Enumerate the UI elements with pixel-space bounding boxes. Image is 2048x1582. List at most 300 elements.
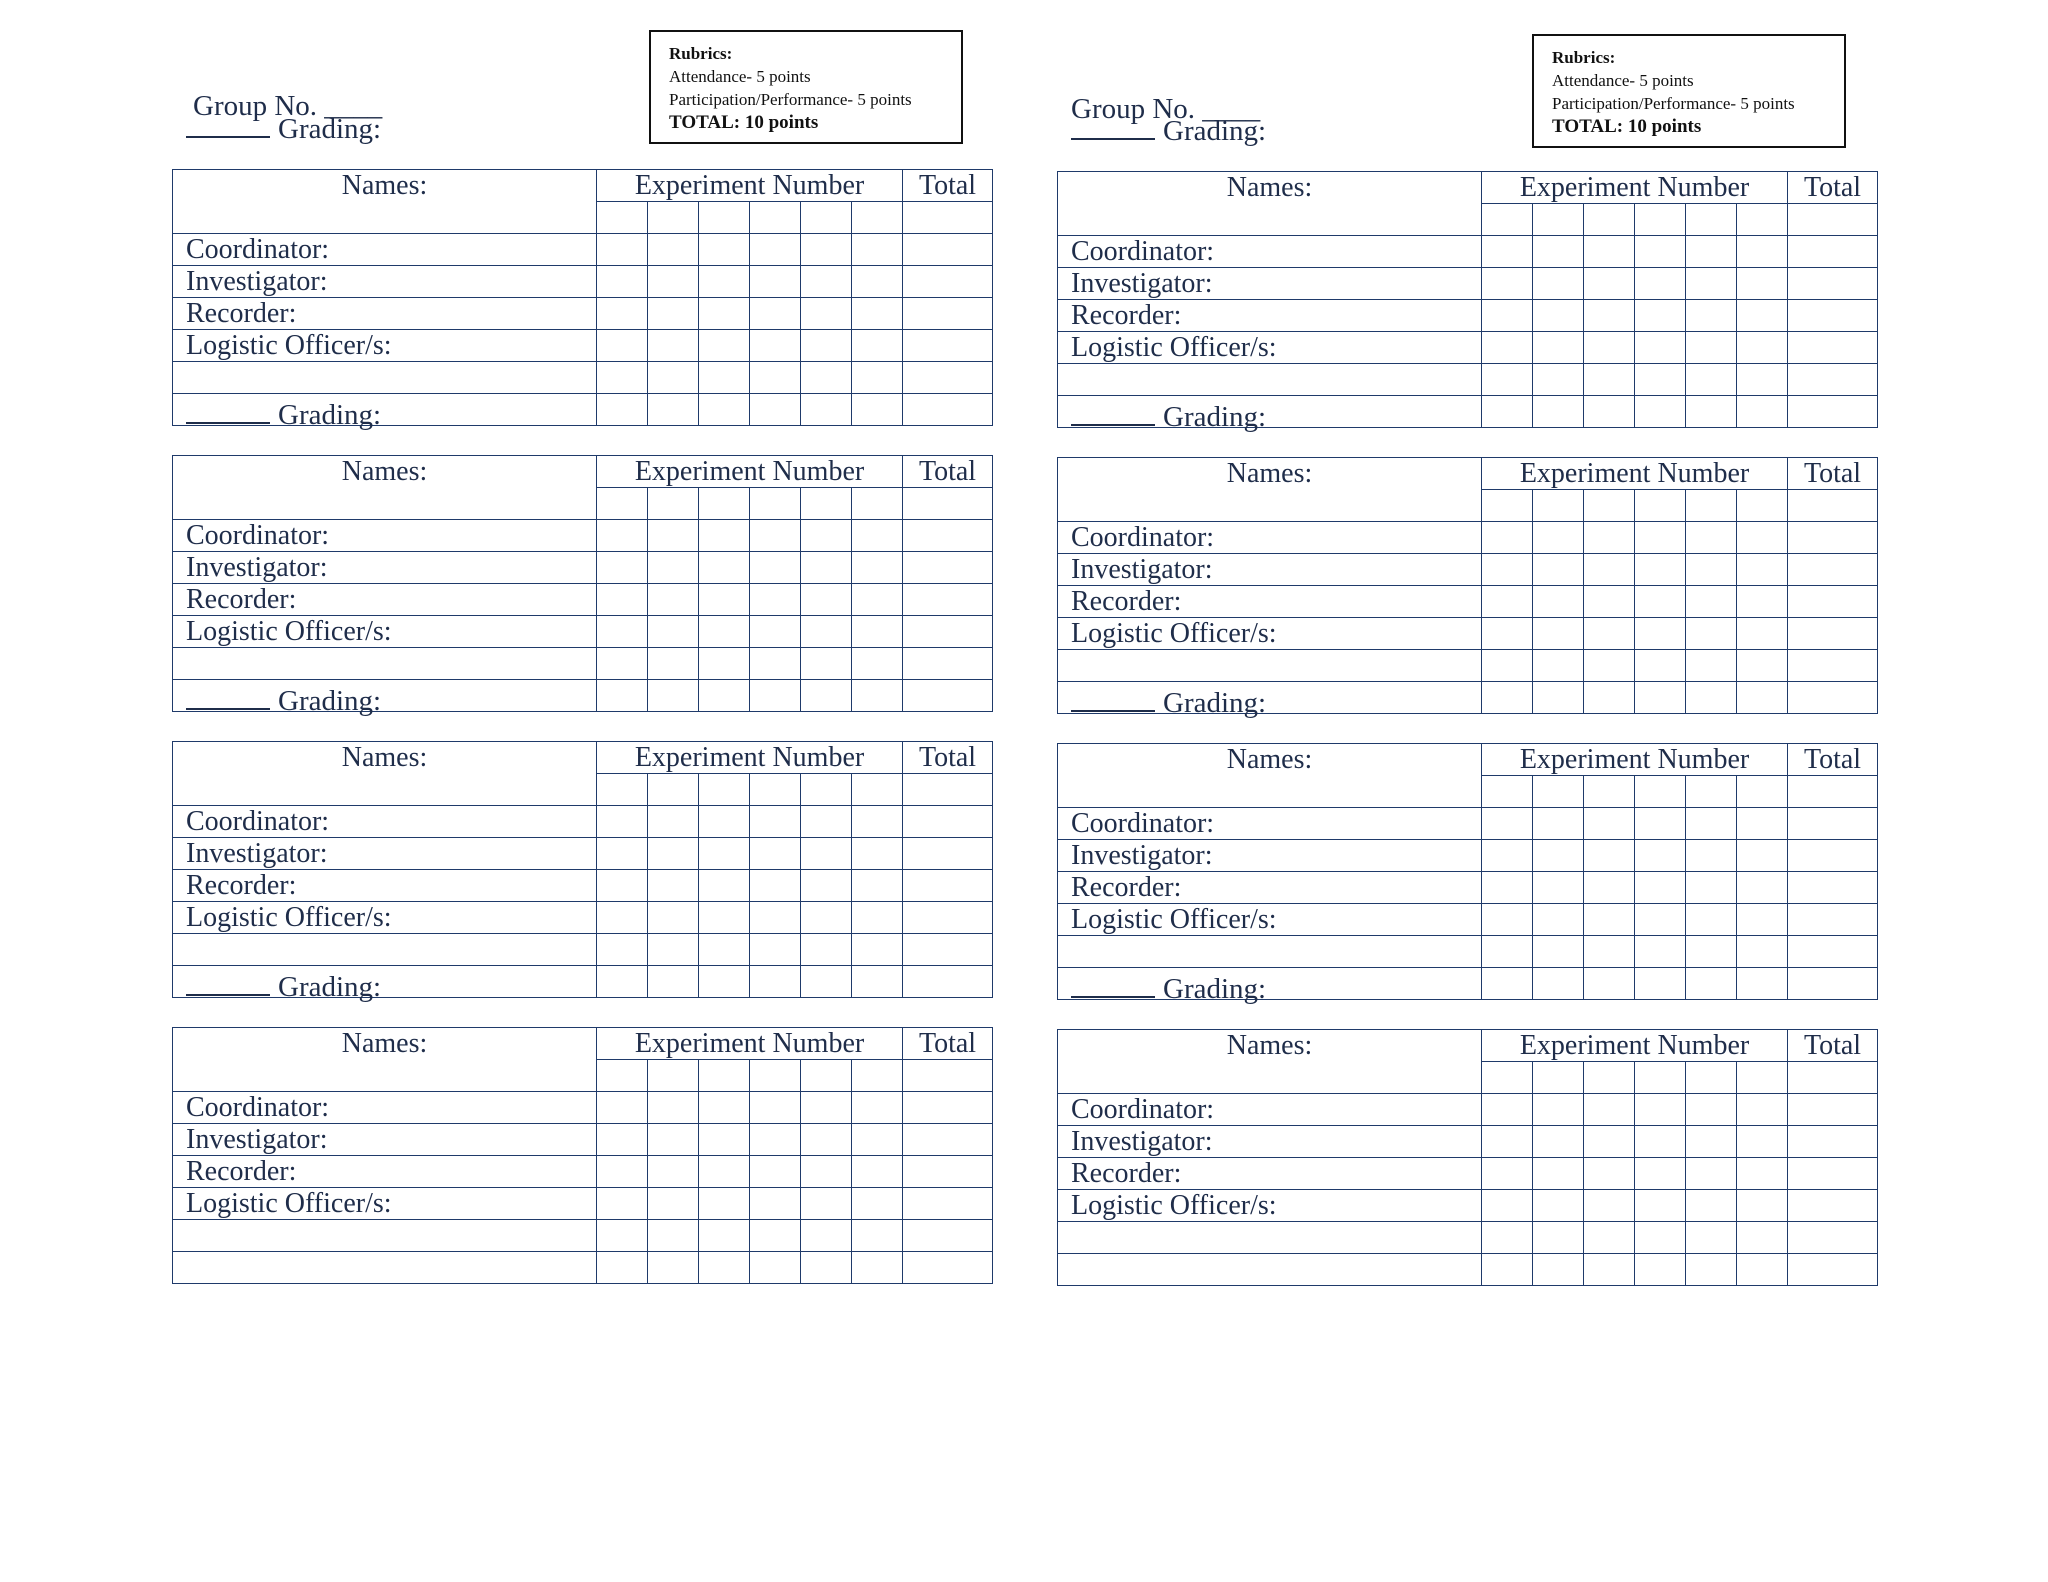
role-name-cell[interactable]: Logistic Officer/s: xyxy=(1058,332,1482,364)
score-cell[interactable] xyxy=(1482,904,1533,936)
score-cell[interactable] xyxy=(1737,300,1788,332)
total-score-cell[interactable] xyxy=(903,680,993,712)
score-cell[interactable] xyxy=(1584,554,1635,586)
score-cell[interactable] xyxy=(699,838,750,870)
score-cell[interactable] xyxy=(750,1124,801,1156)
role-name-cell[interactable]: Logistic Officer/s: xyxy=(173,616,597,648)
experiment-number-cell[interactable] xyxy=(750,202,801,234)
total-score-cell[interactable] xyxy=(1788,1190,1878,1222)
score-cell[interactable] xyxy=(801,870,852,902)
score-cell[interactable] xyxy=(597,1252,648,1284)
experiment-number-cell[interactable] xyxy=(801,202,852,234)
experiment-number-cell[interactable] xyxy=(1533,490,1584,522)
role-name-cell[interactable] xyxy=(1058,936,1482,968)
score-cell[interactable] xyxy=(1686,904,1737,936)
score-cell[interactable] xyxy=(1584,618,1635,650)
total-score-cell[interactable] xyxy=(903,520,993,552)
total-score-cell[interactable] xyxy=(1788,236,1878,268)
score-cell[interactable] xyxy=(1686,808,1737,840)
score-cell[interactable] xyxy=(801,1092,852,1124)
score-cell[interactable] xyxy=(597,870,648,902)
score-cell[interactable] xyxy=(1584,872,1635,904)
total-score-cell[interactable] xyxy=(903,266,993,298)
experiment-number-cell[interactable] xyxy=(699,774,750,806)
total-score-cell[interactable] xyxy=(903,234,993,266)
role-name-cell[interactable]: Logistic Officer/s: xyxy=(173,1188,597,1220)
score-cell[interactable] xyxy=(1533,936,1584,968)
total-score-cell[interactable] xyxy=(903,298,993,330)
role-name-cell[interactable]: Recorder: xyxy=(1058,586,1482,618)
total-score-cell[interactable] xyxy=(903,330,993,362)
score-cell[interactable] xyxy=(750,266,801,298)
score-cell[interactable] xyxy=(1686,1094,1737,1126)
experiment-number-cell[interactable] xyxy=(750,488,801,520)
score-cell[interactable] xyxy=(1635,268,1686,300)
grading-blank[interactable] xyxy=(1071,114,1155,140)
total-score-cell[interactable] xyxy=(903,870,993,902)
score-cell[interactable] xyxy=(1737,554,1788,586)
score-cell[interactable] xyxy=(1584,268,1635,300)
score-cell[interactable] xyxy=(1737,268,1788,300)
total-score-cell[interactable] xyxy=(1788,1094,1878,1126)
score-cell[interactable] xyxy=(801,298,852,330)
score-cell[interactable] xyxy=(1635,872,1686,904)
score-cell[interactable] xyxy=(597,298,648,330)
experiment-number-cell[interactable] xyxy=(1482,776,1533,808)
score-cell[interactable] xyxy=(1635,236,1686,268)
score-cell[interactable] xyxy=(699,552,750,584)
score-cell[interactable] xyxy=(852,870,903,902)
score-cell[interactable] xyxy=(699,394,750,426)
score-cell[interactable] xyxy=(597,902,648,934)
total-score-cell[interactable] xyxy=(1788,364,1878,396)
score-cell[interactable] xyxy=(648,394,699,426)
score-cell[interactable] xyxy=(1584,1094,1635,1126)
score-cell[interactable] xyxy=(1635,364,1686,396)
role-name-cell[interactable]: Coordinator: xyxy=(1058,1094,1482,1126)
score-cell[interactable] xyxy=(750,330,801,362)
grading-blank[interactable] xyxy=(186,684,270,710)
experiment-number-cell[interactable] xyxy=(1482,204,1533,236)
score-cell[interactable] xyxy=(597,1220,648,1252)
score-cell[interactable] xyxy=(1584,1190,1635,1222)
score-cell[interactable] xyxy=(1635,522,1686,554)
score-cell[interactable] xyxy=(699,234,750,266)
score-cell[interactable] xyxy=(852,266,903,298)
score-cell[interactable] xyxy=(801,616,852,648)
total-score-cell[interactable] xyxy=(1788,682,1878,714)
score-cell[interactable] xyxy=(699,1124,750,1156)
score-cell[interactable] xyxy=(597,552,648,584)
score-cell[interactable] xyxy=(648,870,699,902)
score-cell[interactable] xyxy=(852,838,903,870)
experiment-number-cell[interactable] xyxy=(1533,776,1584,808)
score-cell[interactable] xyxy=(852,648,903,680)
score-cell[interactable] xyxy=(648,1252,699,1284)
role-name-cell[interactable]: Recorder: xyxy=(1058,872,1482,904)
experiment-number-cell[interactable] xyxy=(648,774,699,806)
score-cell[interactable] xyxy=(1533,268,1584,300)
score-cell[interactable] xyxy=(852,552,903,584)
total-score-cell[interactable] xyxy=(903,1252,993,1284)
role-name-cell[interactable] xyxy=(173,1252,597,1284)
score-cell[interactable] xyxy=(1686,1158,1737,1190)
total-score-cell[interactable] xyxy=(903,966,993,998)
experiment-number-cell[interactable] xyxy=(852,774,903,806)
score-cell[interactable] xyxy=(1533,1190,1584,1222)
role-name-cell[interactable]: Recorder: xyxy=(173,298,597,330)
experiment-number-cell[interactable] xyxy=(852,488,903,520)
total-score-cell[interactable] xyxy=(1788,840,1878,872)
score-cell[interactable] xyxy=(1584,522,1635,554)
score-cell[interactable] xyxy=(1737,650,1788,682)
score-cell[interactable] xyxy=(1533,522,1584,554)
score-cell[interactable] xyxy=(699,1188,750,1220)
score-cell[interactable] xyxy=(750,616,801,648)
total-score-cell[interactable] xyxy=(903,362,993,394)
score-cell[interactable] xyxy=(648,362,699,394)
score-cell[interactable] xyxy=(1533,364,1584,396)
experiment-number-cell[interactable] xyxy=(1635,204,1686,236)
score-cell[interactable] xyxy=(1584,586,1635,618)
score-cell[interactable] xyxy=(1686,586,1737,618)
score-cell[interactable] xyxy=(1482,268,1533,300)
total-score-cell[interactable] xyxy=(1788,808,1878,840)
role-name-cell[interactable]: Logistic Officer/s: xyxy=(173,902,597,934)
score-cell[interactable] xyxy=(699,520,750,552)
experiment-number-cell[interactable] xyxy=(648,1060,699,1092)
score-cell[interactable] xyxy=(597,1156,648,1188)
score-cell[interactable] xyxy=(1686,840,1737,872)
score-cell[interactable] xyxy=(1584,968,1635,1000)
score-cell[interactable] xyxy=(1737,682,1788,714)
role-name-cell[interactable]: Investigator: xyxy=(173,1124,597,1156)
score-cell[interactable] xyxy=(801,362,852,394)
score-cell[interactable] xyxy=(1635,968,1686,1000)
score-cell[interactable] xyxy=(648,298,699,330)
total-score-cell[interactable] xyxy=(903,902,993,934)
role-name-cell[interactable]: Investigator: xyxy=(1058,1126,1482,1158)
score-cell[interactable] xyxy=(648,552,699,584)
score-cell[interactable] xyxy=(648,1124,699,1156)
score-cell[interactable] xyxy=(648,1188,699,1220)
score-cell[interactable] xyxy=(1533,1094,1584,1126)
score-cell[interactable] xyxy=(699,902,750,934)
score-cell[interactable] xyxy=(1533,904,1584,936)
score-cell[interactable] xyxy=(597,934,648,966)
experiment-number-cell[interactable] xyxy=(699,488,750,520)
experiment-number-cell[interactable] xyxy=(801,1060,852,1092)
role-name-cell[interactable] xyxy=(173,362,597,394)
role-name-cell[interactable]: Investigator: xyxy=(1058,554,1482,586)
role-name-cell[interactable]: Coordinator: xyxy=(173,1092,597,1124)
score-cell[interactable] xyxy=(1533,1222,1584,1254)
score-cell[interactable] xyxy=(852,902,903,934)
score-cell[interactable] xyxy=(1533,872,1584,904)
score-cell[interactable] xyxy=(801,806,852,838)
total-score-cell[interactable] xyxy=(1788,332,1878,364)
total-score-cell[interactable] xyxy=(1788,872,1878,904)
score-cell[interactable] xyxy=(750,1156,801,1188)
total-score-cell[interactable] xyxy=(903,552,993,584)
score-cell[interactable] xyxy=(1482,554,1533,586)
score-cell[interactable] xyxy=(1584,364,1635,396)
score-cell[interactable] xyxy=(1482,332,1533,364)
score-cell[interactable] xyxy=(1584,904,1635,936)
score-cell[interactable] xyxy=(1737,332,1788,364)
score-cell[interactable] xyxy=(1737,1126,1788,1158)
score-cell[interactable] xyxy=(750,870,801,902)
role-name-cell[interactable]: Investigator: xyxy=(1058,268,1482,300)
score-cell[interactable] xyxy=(1635,1126,1686,1158)
score-cell[interactable] xyxy=(750,1188,801,1220)
total-score-cell[interactable] xyxy=(903,616,993,648)
score-cell[interactable] xyxy=(852,1124,903,1156)
score-cell[interactable] xyxy=(750,648,801,680)
experiment-number-cell[interactable] xyxy=(699,1060,750,1092)
score-cell[interactable] xyxy=(1635,618,1686,650)
score-cell[interactable] xyxy=(801,1124,852,1156)
score-cell[interactable] xyxy=(801,520,852,552)
experiment-number-cell[interactable] xyxy=(801,774,852,806)
score-cell[interactable] xyxy=(801,1156,852,1188)
score-cell[interactable] xyxy=(801,234,852,266)
score-cell[interactable] xyxy=(1686,650,1737,682)
score-cell[interactable] xyxy=(699,1092,750,1124)
score-cell[interactable] xyxy=(1533,396,1584,428)
score-cell[interactable] xyxy=(1584,396,1635,428)
experiment-number-cell[interactable] xyxy=(1482,490,1533,522)
role-name-cell[interactable] xyxy=(173,1220,597,1252)
score-cell[interactable] xyxy=(1482,1094,1533,1126)
score-cell[interactable] xyxy=(801,966,852,998)
total-subheader-cell[interactable] xyxy=(903,488,993,520)
grading-blank[interactable] xyxy=(186,398,270,424)
score-cell[interactable] xyxy=(852,806,903,838)
score-cell[interactable] xyxy=(1482,968,1533,1000)
score-cell[interactable] xyxy=(1533,1254,1584,1286)
score-cell[interactable] xyxy=(648,680,699,712)
score-cell[interactable] xyxy=(1737,968,1788,1000)
grading-blank[interactable] xyxy=(186,112,270,138)
score-cell[interactable] xyxy=(597,584,648,616)
score-cell[interactable] xyxy=(1584,1158,1635,1190)
score-cell[interactable] xyxy=(1635,1254,1686,1286)
score-cell[interactable] xyxy=(852,234,903,266)
role-name-cell[interactable]: Coordinator: xyxy=(173,806,597,838)
score-cell[interactable] xyxy=(1686,364,1737,396)
experiment-number-cell[interactable] xyxy=(597,1060,648,1092)
score-cell[interactable] xyxy=(597,330,648,362)
score-cell[interactable] xyxy=(1686,618,1737,650)
score-cell[interactable] xyxy=(597,266,648,298)
score-cell[interactable] xyxy=(1686,268,1737,300)
score-cell[interactable] xyxy=(699,1220,750,1252)
score-cell[interactable] xyxy=(750,934,801,966)
role-name-cell[interactable]: Logistic Officer/s: xyxy=(1058,1190,1482,1222)
role-name-cell[interactable]: Investigator: xyxy=(1058,840,1482,872)
score-cell[interactable] xyxy=(1686,522,1737,554)
score-cell[interactable] xyxy=(648,934,699,966)
score-cell[interactable] xyxy=(852,584,903,616)
total-score-cell[interactable] xyxy=(1788,1158,1878,1190)
score-cell[interactable] xyxy=(1686,396,1737,428)
score-cell[interactable] xyxy=(1482,840,1533,872)
score-cell[interactable] xyxy=(597,234,648,266)
score-cell[interactable] xyxy=(852,934,903,966)
experiment-number-cell[interactable] xyxy=(852,1060,903,1092)
role-name-cell[interactable]: Investigator: xyxy=(173,266,597,298)
score-cell[interactable] xyxy=(1635,1190,1686,1222)
experiment-number-cell[interactable] xyxy=(1686,204,1737,236)
experiment-number-cell[interactable] xyxy=(852,202,903,234)
score-cell[interactable] xyxy=(852,1188,903,1220)
total-score-cell[interactable] xyxy=(1788,300,1878,332)
score-cell[interactable] xyxy=(699,1156,750,1188)
score-cell[interactable] xyxy=(648,648,699,680)
score-cell[interactable] xyxy=(699,362,750,394)
score-cell[interactable] xyxy=(1686,1126,1737,1158)
score-cell[interactable] xyxy=(1482,1158,1533,1190)
experiment-number-cell[interactable] xyxy=(750,774,801,806)
score-cell[interactable] xyxy=(801,1220,852,1252)
score-cell[interactable] xyxy=(750,234,801,266)
score-cell[interactable] xyxy=(1737,872,1788,904)
score-cell[interactable] xyxy=(852,298,903,330)
total-score-cell[interactable] xyxy=(903,1092,993,1124)
score-cell[interactable] xyxy=(1737,396,1788,428)
role-name-cell[interactable]: Recorder: xyxy=(173,870,597,902)
score-cell[interactable] xyxy=(648,616,699,648)
score-cell[interactable] xyxy=(1584,936,1635,968)
score-cell[interactable] xyxy=(699,266,750,298)
grading-blank[interactable] xyxy=(1071,400,1155,426)
score-cell[interactable] xyxy=(648,1156,699,1188)
total-score-cell[interactable] xyxy=(1788,1126,1878,1158)
score-cell[interactable] xyxy=(699,806,750,838)
role-name-cell[interactable] xyxy=(1058,1222,1482,1254)
score-cell[interactable] xyxy=(597,1188,648,1220)
score-cell[interactable] xyxy=(648,966,699,998)
score-cell[interactable] xyxy=(1482,236,1533,268)
score-cell[interactable] xyxy=(852,1156,903,1188)
score-cell[interactable] xyxy=(750,966,801,998)
score-cell[interactable] xyxy=(1533,554,1584,586)
score-cell[interactable] xyxy=(750,362,801,394)
score-cell[interactable] xyxy=(750,520,801,552)
score-cell[interactable] xyxy=(1737,936,1788,968)
score-cell[interactable] xyxy=(1635,682,1686,714)
score-cell[interactable] xyxy=(648,902,699,934)
total-score-cell[interactable] xyxy=(1788,586,1878,618)
score-cell[interactable] xyxy=(648,520,699,552)
score-cell[interactable] xyxy=(1533,1158,1584,1190)
role-name-cell[interactable]: Coordinator: xyxy=(1058,522,1482,554)
score-cell[interactable] xyxy=(1635,1158,1686,1190)
score-cell[interactable] xyxy=(750,1220,801,1252)
grading-blank[interactable] xyxy=(1071,972,1155,998)
total-score-cell[interactable] xyxy=(903,1188,993,1220)
score-cell[interactable] xyxy=(1635,840,1686,872)
score-cell[interactable] xyxy=(699,934,750,966)
score-cell[interactable] xyxy=(1635,1094,1686,1126)
score-cell[interactable] xyxy=(750,680,801,712)
score-cell[interactable] xyxy=(648,584,699,616)
score-cell[interactable] xyxy=(801,552,852,584)
total-score-cell[interactable] xyxy=(903,648,993,680)
total-score-cell[interactable] xyxy=(1788,650,1878,682)
score-cell[interactable] xyxy=(750,394,801,426)
score-cell[interactable] xyxy=(1635,396,1686,428)
experiment-number-cell[interactable] xyxy=(1737,1062,1788,1094)
role-name-cell[interactable]: Logistic Officer/s: xyxy=(1058,904,1482,936)
role-name-cell[interactable]: Coordinator: xyxy=(1058,808,1482,840)
score-cell[interactable] xyxy=(1635,586,1686,618)
total-score-cell[interactable] xyxy=(1788,904,1878,936)
score-cell[interactable] xyxy=(801,934,852,966)
score-cell[interactable] xyxy=(699,966,750,998)
experiment-number-cell[interactable] xyxy=(699,202,750,234)
score-cell[interactable] xyxy=(801,838,852,870)
score-cell[interactable] xyxy=(1635,554,1686,586)
score-cell[interactable] xyxy=(1533,586,1584,618)
score-cell[interactable] xyxy=(1533,300,1584,332)
role-name-cell[interactable]: Recorder: xyxy=(1058,1158,1482,1190)
score-cell[interactable] xyxy=(1533,840,1584,872)
role-name-cell[interactable] xyxy=(1058,650,1482,682)
total-score-cell[interactable] xyxy=(903,934,993,966)
score-cell[interactable] xyxy=(1533,618,1584,650)
experiment-number-cell[interactable] xyxy=(1584,490,1635,522)
total-score-cell[interactable] xyxy=(1788,396,1878,428)
total-score-cell[interactable] xyxy=(903,806,993,838)
total-score-cell[interactable] xyxy=(1788,618,1878,650)
score-cell[interactable] xyxy=(648,1092,699,1124)
score-cell[interactable] xyxy=(597,806,648,838)
total-score-cell[interactable] xyxy=(1788,968,1878,1000)
score-cell[interactable] xyxy=(1482,364,1533,396)
role-name-cell[interactable]: Recorder: xyxy=(173,1156,597,1188)
experiment-number-cell[interactable] xyxy=(597,202,648,234)
score-cell[interactable] xyxy=(1635,650,1686,682)
experiment-number-cell[interactable] xyxy=(1533,204,1584,236)
score-cell[interactable] xyxy=(1686,682,1737,714)
score-cell[interactable] xyxy=(1737,1222,1788,1254)
role-name-cell[interactable] xyxy=(1058,364,1482,396)
role-name-cell[interactable]: Recorder: xyxy=(1058,300,1482,332)
total-subheader-cell[interactable] xyxy=(903,202,993,234)
score-cell[interactable] xyxy=(1737,586,1788,618)
score-cell[interactable] xyxy=(597,838,648,870)
experiment-number-cell[interactable] xyxy=(1584,776,1635,808)
role-name-cell[interactable] xyxy=(1058,1254,1482,1286)
score-cell[interactable] xyxy=(1737,364,1788,396)
role-name-cell[interactable]: Coordinator: xyxy=(173,520,597,552)
score-cell[interactable] xyxy=(1584,236,1635,268)
total-subheader-cell[interactable] xyxy=(1788,204,1878,236)
experiment-number-cell[interactable] xyxy=(1737,204,1788,236)
total-subheader-cell[interactable] xyxy=(903,774,993,806)
score-cell[interactable] xyxy=(1584,808,1635,840)
score-cell[interactable] xyxy=(1584,1126,1635,1158)
score-cell[interactable] xyxy=(1482,650,1533,682)
score-cell[interactable] xyxy=(1482,808,1533,840)
role-name-cell[interactable]: Logistic Officer/s: xyxy=(173,330,597,362)
experiment-number-cell[interactable] xyxy=(648,488,699,520)
score-cell[interactable] xyxy=(1482,936,1533,968)
score-cell[interactable] xyxy=(1533,968,1584,1000)
score-cell[interactable] xyxy=(1737,618,1788,650)
